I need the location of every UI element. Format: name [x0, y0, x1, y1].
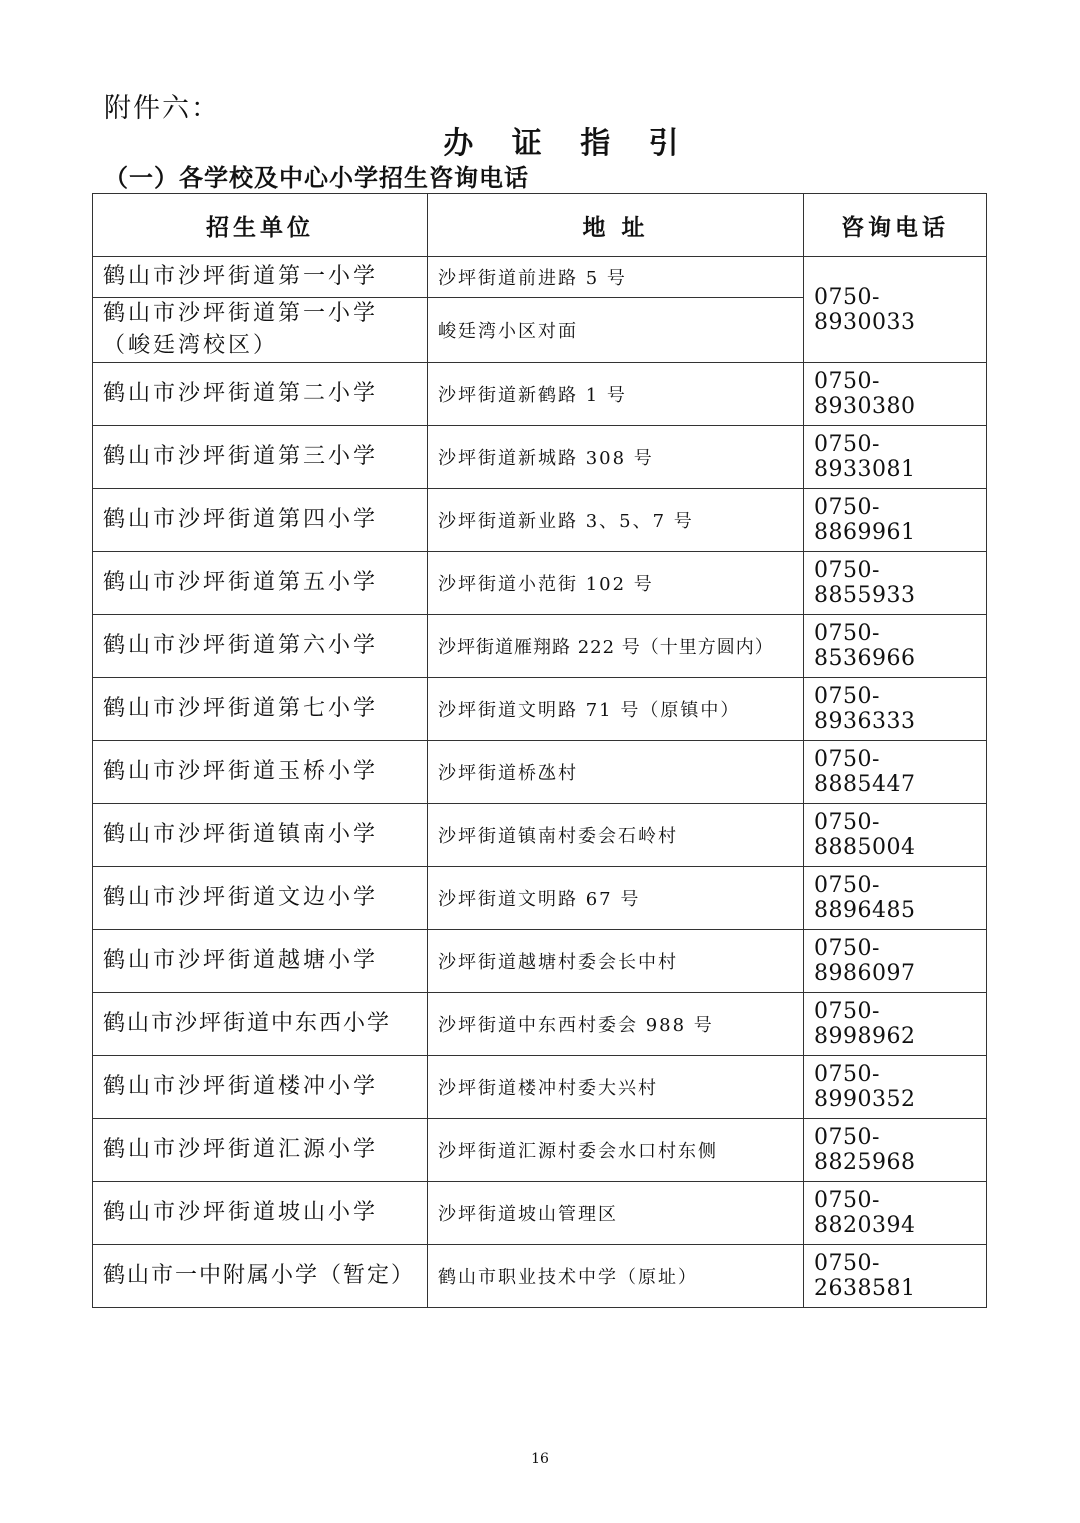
address-cell: 鹤山市职业技术中学（原址）	[428, 1245, 804, 1308]
table-row	[93, 804, 987, 867]
phone-cell: 0750-8825968	[804, 1119, 987, 1182]
enrollment-contacts-table	[92, 193, 987, 1308]
unit-cell: 鹤山市一中附属小学（暂定）	[93, 1245, 428, 1308]
unit-cell: 鹤山市沙坪街道第七小学	[93, 678, 428, 741]
phone-cell: 0750-8933081	[804, 426, 987, 489]
table-row	[93, 552, 987, 615]
phone-cell: 0750-8930033	[804, 257, 987, 363]
table-row	[93, 930, 987, 993]
address-cell: 沙坪街道前进路 5 号	[428, 257, 804, 298]
phone-cell: 0750-8986097	[804, 930, 987, 993]
phone-cell: 0750-8869961	[804, 489, 987, 552]
table-row	[93, 678, 987, 741]
unit-cell: 鹤山市沙坪街道汇源小学	[93, 1119, 428, 1182]
phone-cell: 0750-8998962	[804, 993, 987, 1056]
address-cell: 沙坪街道文明路 67 号	[428, 867, 804, 930]
unit-cell: 鹤山市沙坪街道坡山小学	[93, 1182, 428, 1245]
address-cell: 沙坪街道小范街 102 号	[428, 552, 804, 615]
unit-cell: 鹤山市沙坪街道第六小学	[93, 615, 428, 678]
address-cell: 沙坪街道桥氹村	[428, 741, 804, 804]
table-row	[93, 1056, 987, 1119]
phone-cell: 0750-8896485	[804, 867, 987, 930]
unit-cell: 鹤山市沙坪街道第二小学	[93, 363, 428, 426]
table-row	[93, 615, 987, 678]
page-number: 16	[531, 1451, 549, 1467]
column-header-address: 地 址	[428, 194, 804, 257]
unit-cell: 鹤山市沙坪街道玉桥小学	[93, 741, 428, 804]
table-row	[93, 1182, 987, 1245]
address-cell: 峻廷湾小区对面	[428, 298, 804, 363]
address-cell: 沙坪街道新城路 308 号	[428, 426, 804, 489]
address-cell: 沙坪街道楼冲村委大兴村	[428, 1056, 804, 1119]
unit-cell: 鹤山市沙坪街道镇南小学	[93, 804, 428, 867]
phone-cell: 0750-8536966	[804, 615, 987, 678]
phone-cell: 0750-8990352	[804, 1056, 987, 1119]
phone-cell: 0750-8930380	[804, 363, 987, 426]
table-row	[93, 489, 987, 552]
table-row	[93, 257, 987, 298]
phone-cell: 0750-8855933	[804, 552, 987, 615]
phone-cell: 0750-2638581	[804, 1245, 987, 1308]
unit-cell: 鹤山市沙坪街道第三小学	[93, 426, 428, 489]
table-row	[93, 741, 987, 804]
table-row	[93, 1119, 987, 1182]
unit-cell: 鹤山市沙坪街道第五小学	[93, 552, 428, 615]
unit-cell: 鹤山市沙坪街道越塘小学	[93, 930, 428, 993]
address-cell: 沙坪街道文明路 71 号（原镇中）	[428, 678, 804, 741]
address-cell: 沙坪街道新鹤路 1 号	[428, 363, 804, 426]
section-title: （一）各学校及中心小学招生咨询电话	[104, 163, 529, 192]
attachment-label: 附件六：	[104, 93, 220, 124]
column-header-phone: 咨询电话	[804, 194, 987, 257]
table-row	[93, 363, 987, 426]
phone-cell: 0750-8885447	[804, 741, 987, 804]
table-row	[93, 867, 987, 930]
column-header-unit: 招生单位	[93, 194, 428, 257]
address-cell: 沙坪街道新业路 3、5、7 号	[428, 489, 804, 552]
phone-cell: 0750-8936333	[804, 678, 987, 741]
unit-cell: 鹤山市沙坪街道楼冲小学	[93, 1056, 428, 1119]
unit-cell: 鹤山市沙坪街道中东西小学	[93, 993, 428, 1056]
table-row	[93, 993, 987, 1056]
unit-cell: 鹤山市沙坪街道第一小学	[93, 257, 428, 298]
address-cell: 沙坪街道雁翔路 222 号（十里方圆内）	[428, 615, 804, 678]
table-row	[93, 426, 987, 489]
unit-cell: 鹤山市沙坪街道第一小学（峻廷湾校区）	[93, 298, 428, 363]
address-cell: 沙坪街道越塘村委会长中村	[428, 930, 804, 993]
unit-cell: 鹤山市沙坪街道第四小学	[93, 489, 428, 552]
table-row	[93, 1245, 987, 1308]
phone-cell: 0750-8820394	[804, 1182, 987, 1245]
table-header-row	[93, 194, 987, 257]
phone-cell: 0750-8885004	[804, 804, 987, 867]
document-title: 办 证 指 引	[443, 126, 693, 161]
unit-cell: 鹤山市沙坪街道文边小学	[93, 867, 428, 930]
address-cell: 沙坪街道汇源村委会水口村东侧	[428, 1119, 804, 1182]
address-cell: 沙坪街道镇南村委会石岭村	[428, 804, 804, 867]
address-cell: 沙坪街道坡山管理区	[428, 1182, 804, 1245]
address-cell: 沙坪街道中东西村委会 988 号	[428, 993, 804, 1056]
